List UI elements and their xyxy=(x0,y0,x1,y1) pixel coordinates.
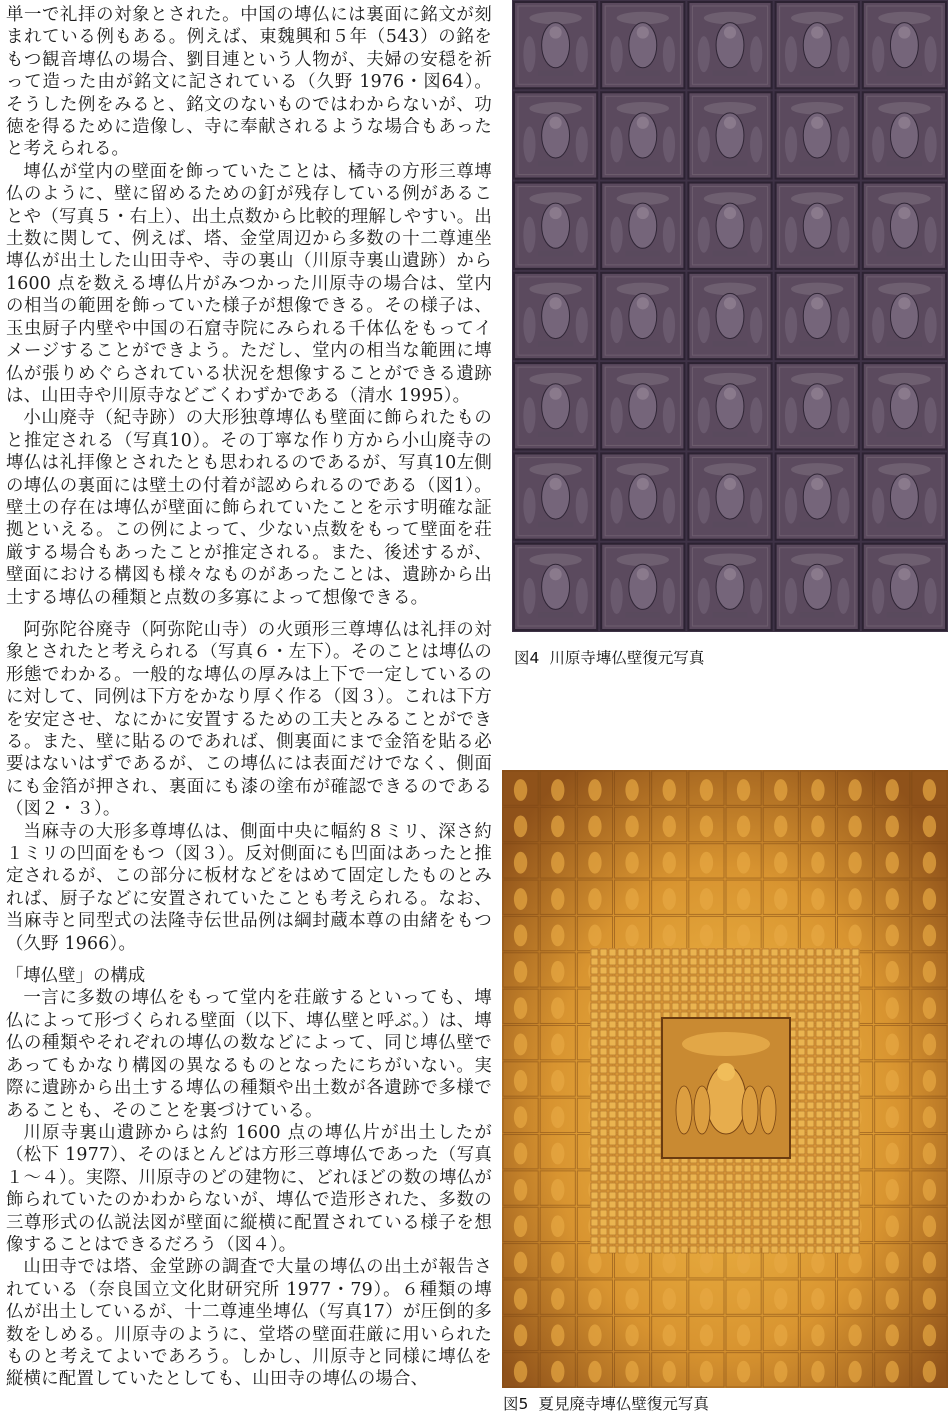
tile xyxy=(776,544,859,630)
tile xyxy=(776,2,859,88)
main-text-column xyxy=(6,4,492,1391)
tile xyxy=(863,453,946,539)
tile xyxy=(601,183,684,269)
tile xyxy=(601,2,684,88)
paragraph: 塼仏が堂内の壁面を飾っていたことは、橘寺の方形三尊塼仏のように、壁に留めるための釘が残存している例があることや（写真５・右上）、出土点数から比較的理解しやすい。出土数に関して、例えば、塔、金堂周辺から多数の十二尊連坐塼仏が出土した山田寺や、寺の裏山（川原寺裏山遺跡）から 1600 点を数える塼仏片がみつかった川原寺の場合は、堂内の相当の範囲を飾っていた様子が想像できる。その様子は、玉虫厨子内壁や中国の石窟寺院にみられる千体仏をもってイメージすることができよう。ただし、堂内の相当な範囲に塼仏が張りめぐらされている状況を想像することができる遺跡は、山田寺や川原寺などごくわずかである（清水 1995）。 xyxy=(6,161,492,406)
paragraph: 当麻寺の大形多尊塼仏は、側面中央に幅約８ミリ、深さ約１ミリの凹面をもつ（図３）。反対側面にも凹面はあったと推定されるが、この部分に板材などをはめて固定したものとみれば、厨子などに安置されていたことも考えられる。なお、当麻寺と同型式の法隆寺伝世品例は綱封蔵本尊の由緒をもつ（久野 1966）。 xyxy=(6,821,492,954)
tile xyxy=(688,273,771,359)
paragraph: 阿弥陀谷廃寺（阿弥陀山寺）の火頭形三尊塼仏は礼拝の対象とされたと考えられる（写真６・左下）。そのことは塼仏の形態でわかる。一般的な塼仏の厚みは上下で一定しているのに対して、同例は下方をかなり厚く作る（図３）。これは下方を安定させ、なにかに安置するための工夫とみることができる。また、壁に貼るのであれば、側裏面にまで金箔を貼る必要はないはずであるが、この塼仏には表面だけでなく、側面にも金箔が押され、裏面にも漆の塗布が確認できるのである（図２・３）。 xyxy=(6,619,492,820)
tile xyxy=(863,92,946,178)
tile xyxy=(514,183,597,269)
figure-4-caption xyxy=(514,646,704,668)
tile xyxy=(514,363,597,449)
tile xyxy=(688,453,771,539)
paragraph: 川原寺裏山遺跡からは約 1600 点の塼仏片が出土したが（松下 1977）、そのほとんどは方形三尊塼仏であった（写真１〜４）。実際、川原寺のどの建物に、どれほどの数の塼仏が飾られていたのかわからないが、塼仏で造形された、多数の三尊形式の仏説法図が壁面に縦横に配置されている様子を想像することはできるだろう（図４）。 xyxy=(6,1122,492,1255)
figure-5-photo xyxy=(502,770,948,1388)
tile xyxy=(863,183,946,269)
tile xyxy=(688,363,771,449)
paragraph: 単一で礼拝の対象とされた。中国の塼仏には裏面に銘文が刻まれている例もある。例えば、東魏興和５年（543）の銘をもつ観音塼仏の場合、劉目連という人物が、夫婦の安穏を祈って造った由が銘文に記されている（久野 1976・図64）。そうした例をみると、銘文のないものではわからないが、功徳を得るために造像し、寺に奉献されるような場合もあったと考えられる。 xyxy=(6,5,492,160)
figure-5-caption xyxy=(503,1392,709,1414)
tile xyxy=(776,273,859,359)
tile-wall-natsumi xyxy=(502,770,948,1388)
tile xyxy=(688,544,771,630)
tile xyxy=(776,183,859,269)
section-heading: 「塼仏壁」の構成 xyxy=(6,966,146,987)
tile xyxy=(776,453,859,539)
tile xyxy=(601,363,684,449)
figure-4-photo xyxy=(512,0,948,632)
tile xyxy=(514,544,597,630)
tile xyxy=(514,273,597,359)
tile xyxy=(688,2,771,88)
tile xyxy=(863,363,946,449)
tile xyxy=(688,92,771,178)
tile xyxy=(601,92,684,178)
figure-caption-text: 川原寺塼仏壁復元写真 xyxy=(549,649,705,667)
tile xyxy=(688,183,771,269)
tile xyxy=(776,92,859,178)
tile xyxy=(514,2,597,88)
paragraph: 山田寺では塔、金堂跡の調査で大量の塼仏の出土が報告されている（奈良国立文化財研究所 1977・79）。６種類の塼仏が出土しているが、十二尊連坐塼仏（写真17）が圧倒的多数をしめる。川原寺のように、堂塔の壁面荘厳に用いられたものと考えてよいであろう。しかし、川原寺と同様に塼仏を縦横に配置していたとしても、山田寺の塼仏の場合、 xyxy=(6,1257,492,1390)
figure-caption-text: 夏見廃寺塼仏壁復元写真 xyxy=(538,1395,709,1413)
tile xyxy=(514,92,597,178)
figure-number: 図5 xyxy=(503,1395,529,1413)
paragraph: 小山廃寺（紀寺跡）の大形独尊塼仏も壁面に飾られたものと推定される（写真10）。その丁寧な作り方から小山廃寺の塼仏は礼拝像とされたとも思われるのであるが、写真10左側の塼仏の裏面には壁土の付着が認められるのである（図1）。壁土の存在は塼仏が壁面に飾られていたことを示す明確な証拠といえる。この例によって、少ない点数をもって壁面を荘厳する場合もあったことが推定される。また、後述するが、壁面における構図も様々なものがあったことは、遺跡から出土する塼仏の種類と点数の多寡によって想像できる。 xyxy=(6,408,492,608)
paragraph: 一言に多数の塼仏をもって堂内を荘厳するといっても、塼仏によって形づくられる壁面（以下、塼仏壁と呼ぶ。）は、塼仏の種類やそれぞれの塼仏の数などによって、同じ塼仏壁であってもかなり構図の異なるものとなったにちがいない。実際に遺跡から出土する塼仏の種類や出土数が各遺跡で多様であることも、そのことを裏づけている。 xyxy=(6,988,492,1121)
tile xyxy=(863,2,946,88)
figure-number: 図4 xyxy=(514,649,540,667)
tile xyxy=(863,544,946,630)
tile xyxy=(776,363,859,449)
tile xyxy=(514,453,597,539)
tile-wall-kawaharadera xyxy=(512,0,948,632)
tile xyxy=(601,453,684,539)
tile xyxy=(601,544,684,630)
central-panel xyxy=(662,1018,790,1158)
tile xyxy=(601,273,684,359)
tile xyxy=(863,273,946,359)
